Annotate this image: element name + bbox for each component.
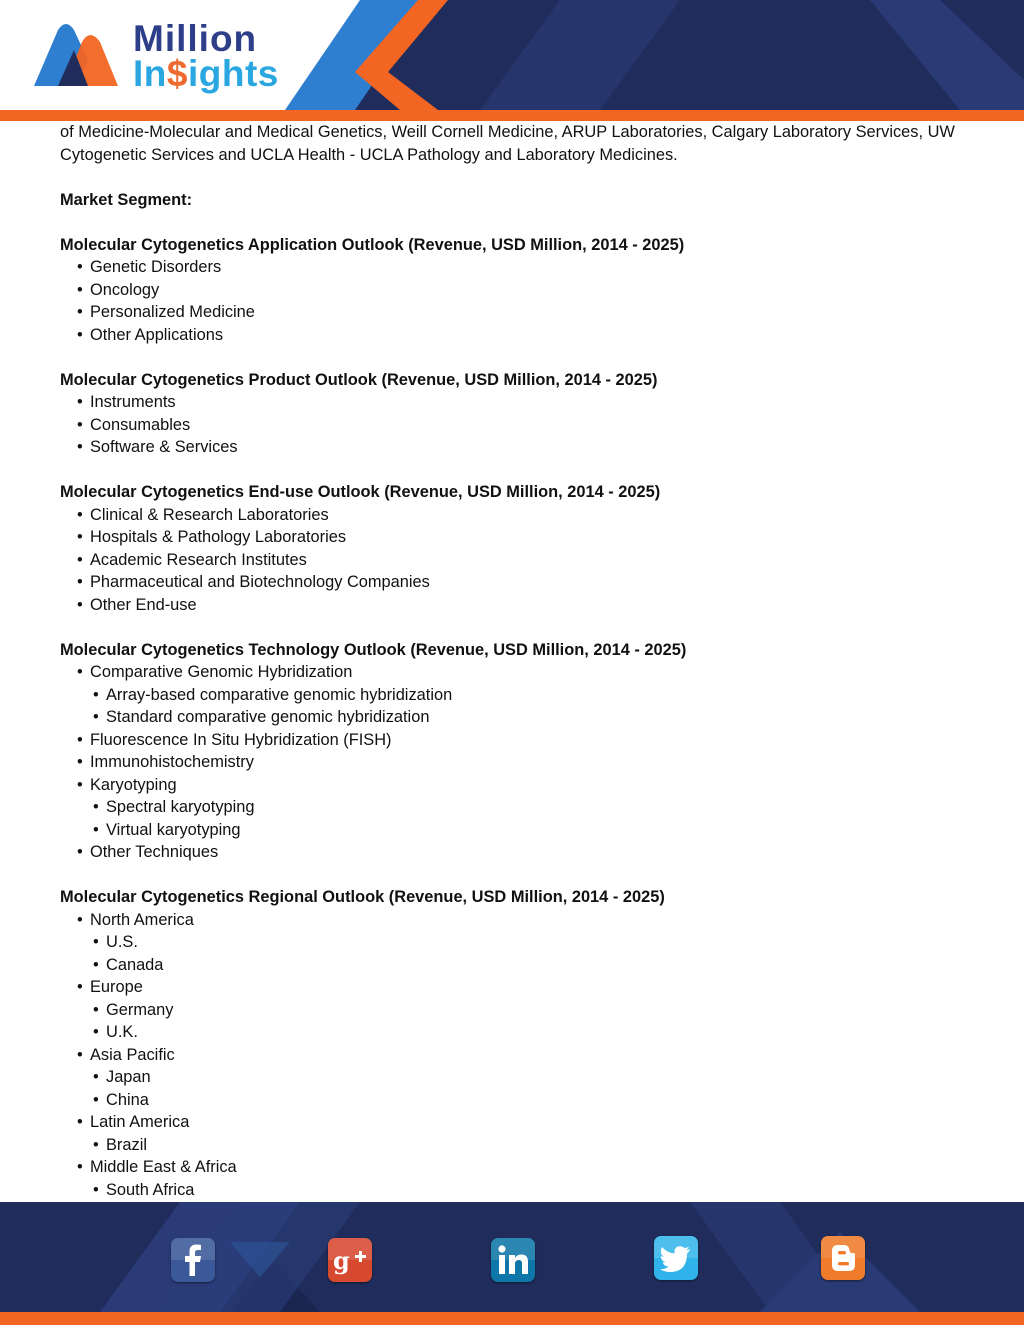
list-item-text: Virtual karyotyping <box>106 820 241 839</box>
bullet-list <box>60 504 960 617</box>
list-item-text: Japan <box>106 1068 151 1086</box>
bullet-mark: • <box>77 325 83 344</box>
section-title: Molecular Cytogenetics Regional Outlook (Revenue, USD Million, 2014 - 2025) <box>60 888 665 906</box>
list-item-text: South Africa <box>106 1180 195 1199</box>
list-item-text: Middle East & Africa <box>90 1158 237 1176</box>
list-item-text: Oncology <box>90 280 160 299</box>
list-item-text: Pharmaceutical and Biotechnology Companies <box>90 573 430 591</box>
bullet-mark: • <box>93 1068 99 1086</box>
bullet-mark: • <box>77 573 83 591</box>
list-item <box>60 301 960 324</box>
bullet-mark: • <box>77 1045 83 1064</box>
list-item-text: Immunohistochemistry <box>90 753 254 771</box>
list-item <box>60 751 960 774</box>
segment-section <box>60 639 960 864</box>
list-item <box>60 774 960 797</box>
list-item-text: Fluorescence In Situ Hybridization (FISH) <box>90 730 392 749</box>
logo-text <box>133 20 279 92</box>
list-item <box>60 279 960 302</box>
list-item-text: Clinical & Research Laboratories <box>90 505 329 524</box>
logo-mark-icon <box>30 20 120 92</box>
list-item <box>60 256 960 279</box>
segment-sections <box>60 234 960 1202</box>
list-item-text: U.K. <box>106 1023 138 1041</box>
bullet-mark: • <box>93 1090 99 1109</box>
list-item-text: Spectral karyotyping <box>106 798 255 816</box>
list-item <box>60 549 960 572</box>
bullet-mark: • <box>77 258 83 276</box>
list-item <box>60 931 960 954</box>
section-title: Molecular Cytogenetics Application Outlook (Revenue, USD Million, 2014 - 2025) <box>60 235 685 254</box>
list-item <box>60 1066 960 1089</box>
list-item <box>60 1021 960 1044</box>
list-item-text: Brazil <box>106 1135 147 1154</box>
list-item-text: Array-based comparative genomic hybridization <box>106 685 453 704</box>
google-plus-link[interactable] <box>328 1238 372 1282</box>
intro-paragraph: of Medicine-Molecular and Medical Genetics, Weill Cornell Medicine, ARUP Laboratories, Calgary Laboratory Services, UW Cytogenetic Services and UCLA Health - UCLA Pathology and Laboratory Medicines. <box>60 123 955 164</box>
facebook-link[interactable] <box>171 1238 215 1282</box>
bullet-mark: • <box>77 910 83 929</box>
list-item <box>60 324 960 347</box>
twitter-icon <box>654 1236 698 1280</box>
bullet-mark: • <box>93 933 99 951</box>
bullet-list <box>60 391 960 459</box>
list-item <box>60 571 960 594</box>
list-item <box>60 954 960 977</box>
list-item <box>60 729 960 752</box>
blogger-link[interactable] <box>821 1236 865 1280</box>
section-title: Molecular Cytogenetics Technology Outlook (Revenue, USD Million, 2014 - 2025) <box>60 640 687 659</box>
list-item <box>60 414 960 437</box>
segment-section <box>60 234 960 347</box>
list-item <box>60 999 960 1022</box>
list-item <box>60 1156 960 1179</box>
bullet-mark: • <box>77 303 83 321</box>
list-item <box>60 1179 960 1202</box>
facebook-icon <box>171 1238 215 1282</box>
bullet-mark: • <box>77 528 83 546</box>
bullet-mark: • <box>77 280 83 299</box>
logo-word-million: Million <box>133 18 258 59</box>
bullet-mark: • <box>77 753 83 771</box>
bullet-mark: • <box>93 798 99 816</box>
bullet-mark: • <box>93 1000 99 1019</box>
bullet-mark: • <box>77 415 83 434</box>
linkedin-link[interactable] <box>491 1238 535 1282</box>
bullet-mark: • <box>77 550 83 569</box>
bullet-mark: • <box>93 955 99 974</box>
page-header <box>0 0 1024 122</box>
list-item-text: Europe <box>90 978 143 996</box>
segment-section <box>60 481 960 616</box>
list-item <box>60 1134 960 1157</box>
list-item-text: Academic Research Institutes <box>90 550 307 569</box>
bullet-mark: • <box>77 595 83 614</box>
list-item <box>60 684 960 707</box>
list-item <box>60 1044 960 1067</box>
list-item-text: Other End-use <box>90 595 197 614</box>
list-item <box>60 841 960 864</box>
list-item <box>60 819 960 842</box>
document-body <box>60 121 960 1224</box>
list-item-text: Genetic Disorders <box>90 258 222 276</box>
list-item-text: Comparative Genomic Hybridization <box>90 663 353 681</box>
list-item <box>60 1089 960 1112</box>
bullet-mark: • <box>93 1135 99 1154</box>
bullet-mark: • <box>77 843 83 861</box>
section-title: Molecular Cytogenetics Product Outlook (Revenue, USD Million, 2014 - 2025) <box>60 370 658 389</box>
list-item <box>60 594 960 617</box>
page-footer <box>0 1202 1024 1325</box>
bullet-mark: • <box>77 1158 83 1176</box>
list-item-text: Asia Pacific <box>90 1045 175 1064</box>
bullet-mark: • <box>77 438 83 456</box>
list-item <box>60 909 960 932</box>
blogger-icon <box>821 1236 865 1280</box>
bullet-mark: • <box>77 393 83 411</box>
list-item <box>60 661 960 684</box>
linkedin-icon <box>491 1238 535 1282</box>
list-item-text: Hospitals & Pathology Laboratories <box>90 528 347 546</box>
logo-word-insights: In$ights <box>133 53 279 94</box>
bullet-mark: • <box>77 1113 83 1131</box>
list-item <box>60 796 960 819</box>
list-item-text: Canada <box>106 955 164 974</box>
bullet-mark: • <box>93 1023 99 1041</box>
bullet-list <box>60 661 960 864</box>
list-item-text: Personalized Medicine <box>90 303 255 321</box>
bullet-mark: • <box>93 1180 99 1199</box>
list-item-text: Consumables <box>90 415 191 434</box>
bullet-mark: • <box>77 663 83 681</box>
list-item-text: Instruments <box>90 393 176 411</box>
list-item-text: Other Applications <box>90 325 224 344</box>
list-item <box>60 706 960 729</box>
list-item-text: Standard comparative genomic hybridization <box>106 708 430 726</box>
svg-text:g: g <box>333 1246 350 1275</box>
bullet-mark: • <box>77 730 83 749</box>
list-item <box>60 976 960 999</box>
segment-section <box>60 369 960 459</box>
list-item <box>60 526 960 549</box>
list-item-text: North America <box>90 910 194 929</box>
list-item-text: Software & Services <box>90 438 238 456</box>
bullet-mark: • <box>93 820 99 839</box>
twitter-link[interactable] <box>654 1236 698 1280</box>
list-item <box>60 1111 960 1134</box>
section-title: Molecular Cytogenetics End-use Outlook (Revenue, USD Million, 2014 - 2025) <box>60 483 661 501</box>
bullet-mark: • <box>93 708 99 726</box>
list-item-text: Karyotyping <box>90 775 177 794</box>
list-item-text: China <box>106 1090 149 1109</box>
list-item-text: Germany <box>106 1000 174 1019</box>
list-item <box>60 504 960 527</box>
bullet-mark: • <box>77 978 83 996</box>
bullet-list <box>60 909 960 1202</box>
market-segment-heading: Market Segment: <box>60 190 193 209</box>
list-item-text: U.S. <box>106 933 138 951</box>
google-plus-icon <box>328 1238 372 1282</box>
list-item <box>60 391 960 414</box>
segment-section <box>60 886 960 1201</box>
bullet-mark: • <box>77 775 83 794</box>
list-item-text: Latin America <box>90 1113 190 1131</box>
bullet-mark: • <box>77 505 83 524</box>
bullet-mark: • <box>93 685 99 704</box>
list-item <box>60 436 960 459</box>
list-item-text: Other Techniques <box>90 843 219 861</box>
bullet-list <box>60 256 960 346</box>
